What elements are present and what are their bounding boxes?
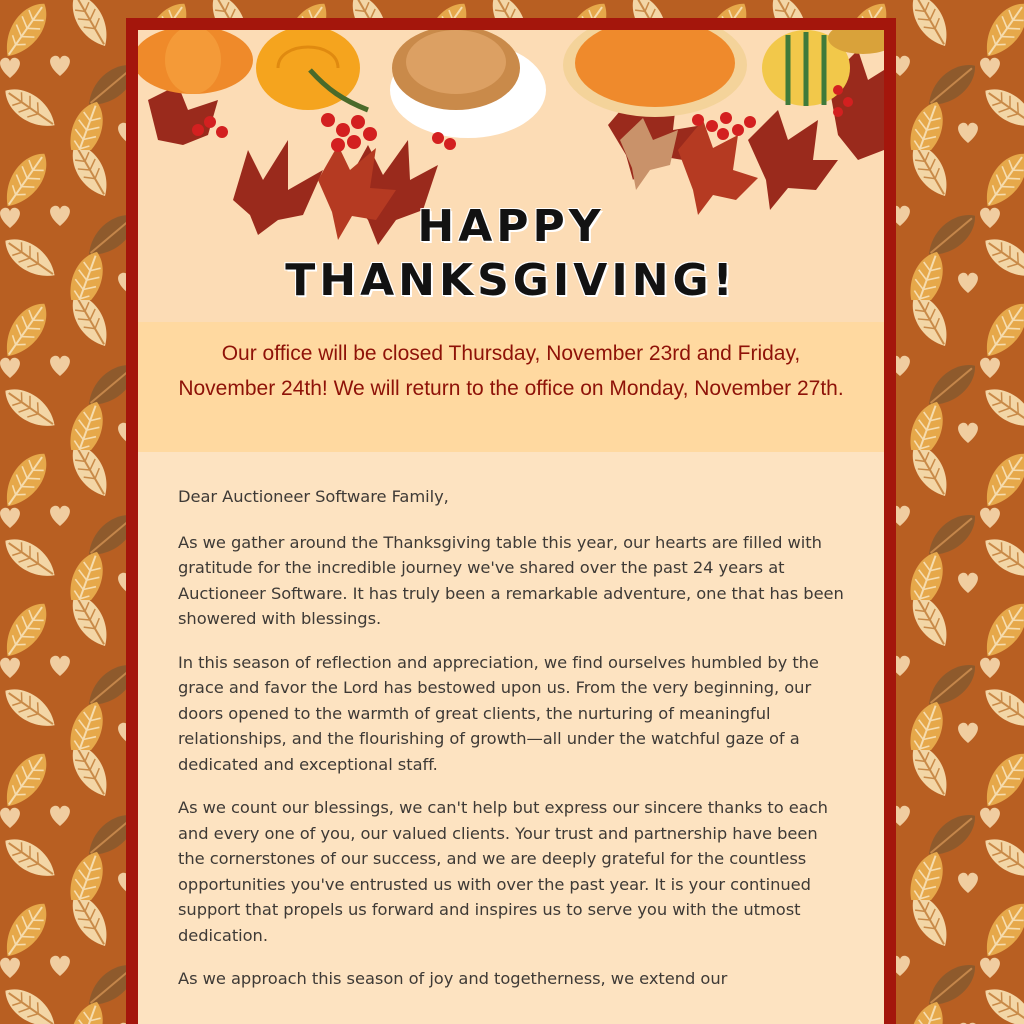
letter-paragraph: As we approach this season of joy and togetherness, we extend our xyxy=(178,969,728,988)
newsletter-card xyxy=(126,18,896,1024)
letter-body xyxy=(138,452,884,992)
page-title-line1: HAPPY xyxy=(417,201,605,252)
page-title-line2: THANKSGIVING! xyxy=(285,255,737,306)
hero-banner xyxy=(138,30,884,322)
letter-paragraph: In this season of reflection and appreciation, we find ourselves humbled by the grace and favor the Lord has bestowed upon us. From the very beginning, our doors opened to the warmth of great clients, the nurturing of meaningful relationships, and the flourishing of growth—all under the watchful gaze of a dedicated and exceptional staff. xyxy=(178,652,819,774)
office-closure-notice: Our office will be closed Thursday, November 23rd and Friday, November 24th! We will return to the office on Monday, November 27th. xyxy=(138,322,884,452)
newsletter-content xyxy=(138,30,884,1024)
letter-paragraph: As we gather around the Thanksgiving table this year, our hearts are filled with gratitude for the incredible journey we've shared over the past 24 years at Auctioneer Software. It has truly been a remarkable adventure, one that has been showered with blessings. xyxy=(178,532,844,628)
letter-paragraph: As we count our blessings, we can't help but express our sincere thanks to each and every one of you, our valued clients. Your trust and partnership have been the cornerstones of our success, and we are deeply grateful for the countless opportunities you've entrusted us with over the past year. It is your continued support that propels us forward and inspires us to serve you with the utmost dedication. xyxy=(178,798,828,945)
letter-greeting: Dear Auctioneer Software Family, xyxy=(178,487,449,506)
page-title xyxy=(138,200,884,308)
